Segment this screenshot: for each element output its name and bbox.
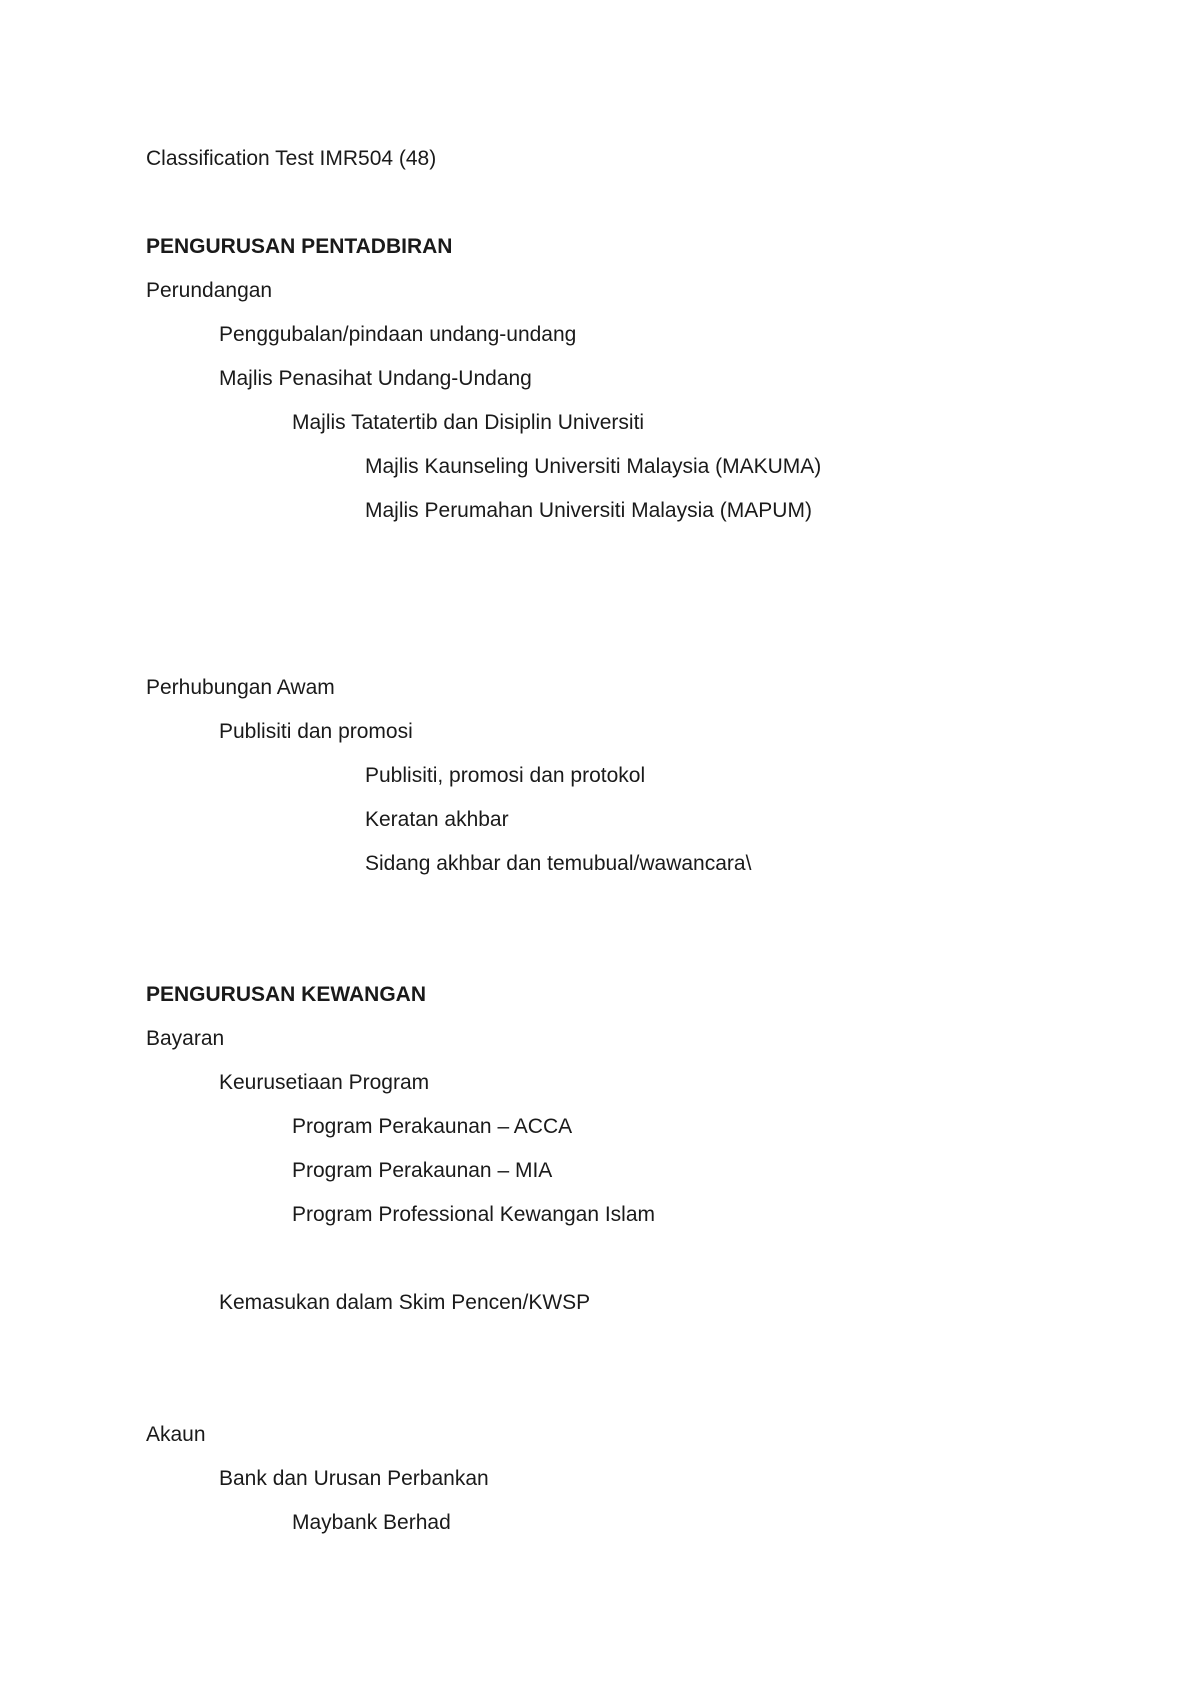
list-item: Kemasukan dalam Skim Pencen/KWSP [219,1291,591,1314]
list-item: Sidang akhbar dan temubual/wawancara\ [365,852,752,875]
section-heading-kewangan: PENGURUSAN KEWANGAN [146,983,427,1006]
document-title: Classification Test IMR504 (48) [146,147,437,170]
list-item: Majlis Penasihat Undang-Undang [219,367,532,390]
list-item: Program Professional Kewangan Islam [292,1203,656,1226]
list-item: Penggubalan/pindaan undang-undang [219,323,577,346]
list-item: Bank dan Urusan Perbankan [219,1467,489,1490]
list-item: Program Perakaunan – ACCA [292,1115,573,1138]
list-item: Keurusetiaan Program [219,1071,430,1094]
list-item: Majlis Tatatertib dan Disiplin Universiti [292,411,645,434]
section-heading-pentadbiran: PENGURUSAN PENTADBIRAN [146,235,453,258]
category-perundangan: Perundangan [146,279,273,302]
list-item: Program Perakaunan – MIA [292,1159,553,1182]
list-item: Keratan akhbar [365,808,509,831]
category-bayaran: Bayaran [146,1027,225,1050]
list-item: Majlis Kaunseling Universiti Malaysia (MAKUMA) [365,455,822,478]
list-item: Publisiti dan promosi [219,720,413,743]
category-akaun: Akaun [146,1423,206,1446]
list-item: Maybank Berhad [292,1511,451,1534]
category-perhubungan-awam: Perhubungan Awam [146,676,335,699]
list-item: Majlis Perumahan Universiti Malaysia (MAPUM) [365,499,812,522]
list-item: Publisiti, promosi dan protokol [365,764,646,787]
